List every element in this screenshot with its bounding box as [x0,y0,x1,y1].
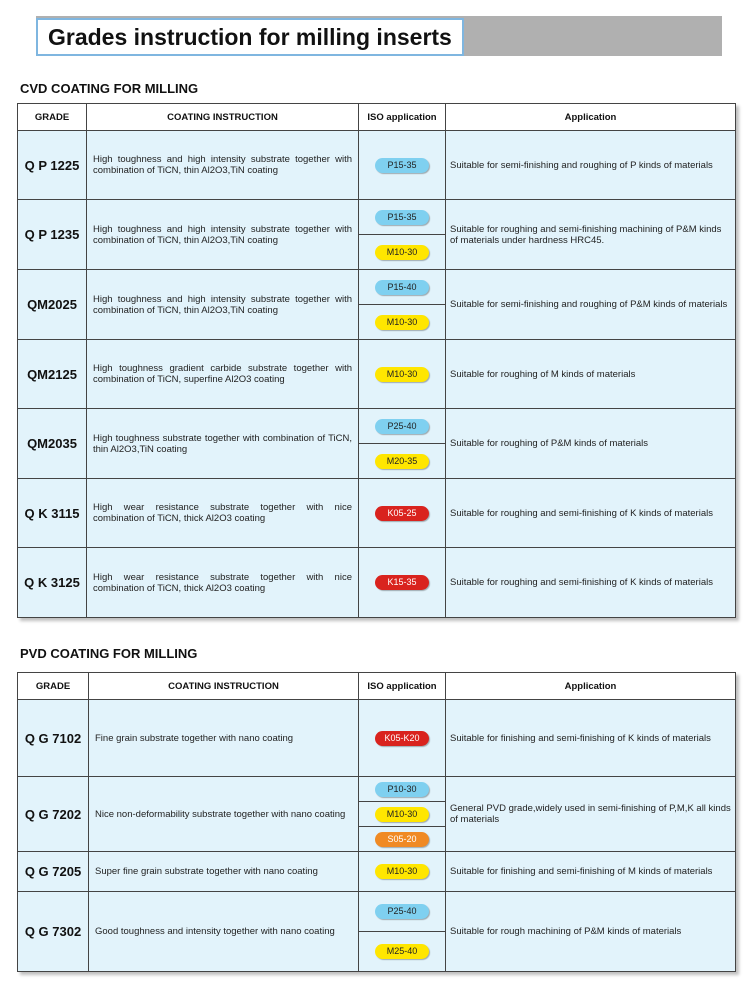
grade-cell: Q G 7302 [18,892,89,972]
application-header: Application [446,673,736,700]
page-title: Grades instruction for milling inserts [36,18,464,56]
iso-badge: M10-30 [375,245,429,260]
iso-cell [359,479,446,548]
table-row [18,200,736,235]
iso-cell [359,777,446,802]
iso-cell [359,340,446,409]
grade-cell: QM2025 [18,270,87,340]
coating-cell: High toughness and high intensity substrate together with combination of TiCN, thin Al2O3,TiN coating [87,270,359,340]
application-cell: General PVD grade,widely used in semi-finishing of P,M,K all kinds of materials [446,777,736,852]
table-row [18,700,736,777]
iso-badge: S05-20 [375,832,429,847]
coating-cell: High toughness substrate together with combination of TiCN, thin Al2O3,TiN coating [87,409,359,479]
cvd-section-title: CVD COATING FOR MILLING [20,81,199,96]
iso-badge: P25-40 [375,419,429,434]
iso-header: ISO application [359,673,446,700]
iso-cell [359,131,446,200]
iso-badge: M25-40 [375,944,429,959]
grade-cell: Q G 7205 [18,852,89,892]
coating-cell: Good toughness and intensity together with nano coating [89,892,359,972]
table-row [18,131,736,200]
cvd-header-row [18,104,736,131]
iso-badge: P25-40 [375,904,429,919]
table-row [18,548,736,618]
iso-cell [359,270,446,305]
cvd-grades-table [17,103,736,618]
pvd-header-row [18,673,736,700]
application-cell: Suitable for rough machining of P&M kinds of materials [446,892,736,972]
grade-header: GRADE [18,104,87,131]
grade-cell: Q K 3115 [18,479,87,548]
iso-cell [359,827,446,852]
table-row [18,340,736,409]
coating-cell: High toughness gradient carbide substrate together with combination of TiCN, superfine Al2O3 coating [87,340,359,409]
iso-cell [359,932,446,972]
iso-badge: P10-30 [375,782,429,797]
application-cell: Suitable for roughing and semi-finishing of K kinds of materials [446,479,736,548]
application-cell: Suitable for roughing and semi-finishing machining of P&M kinds of materials under hardness HRC45. [446,200,736,270]
table-row [18,409,736,444]
coating-header: COATING INSTRUCTION [87,104,359,131]
coating-cell: High toughness and high intensity substrate together with combination of TiCN, thin Al2O3,TiN coating [87,200,359,270]
iso-badge: P15-40 [375,280,429,295]
grade-cell: Q G 7202 [18,777,89,852]
table-row [18,892,736,932]
grade-cell: Q G 7102 [18,700,89,777]
iso-badge: M10-30 [375,315,429,330]
iso-badge: M10-30 [375,864,429,879]
application-cell: Suitable for roughing of M kinds of materials [446,340,736,409]
coating-cell: High wear resistance substrate together with nice combination of TiCN, thick Al2O3 coating [87,479,359,548]
table-row [18,479,736,548]
iso-badge: K15-35 [375,575,429,590]
iso-cell [359,852,446,892]
iso-badge: M10-30 [375,807,429,822]
iso-cell [359,802,446,827]
grade-cell: Q K 3125 [18,548,87,618]
iso-badge: P15-35 [375,158,429,173]
application-cell: Suitable for semi-finishing and roughing of P kinds of materials [446,131,736,200]
application-cell: Suitable for roughing of P&M kinds of materials [446,409,736,479]
iso-badge: K05-25 [375,506,429,521]
coating-cell: Super fine grain substrate together with nano coating [89,852,359,892]
table-row [18,777,736,802]
grade-cell: Q P 1225 [18,131,87,200]
iso-cell [359,305,446,340]
iso-cell [359,444,446,479]
iso-header: ISO application [359,104,446,131]
iso-badge: K05-K20 [375,731,429,746]
pvd-grades-table [17,672,736,972]
pvd-section-title: PVD COATING FOR MILLING [20,646,198,661]
iso-cell [359,200,446,235]
iso-cell [359,700,446,777]
application-cell: Suitable for roughing and semi-finishing of K kinds of materials [446,548,736,618]
coating-cell: Fine grain substrate together with nano coating [89,700,359,777]
iso-cell [359,548,446,618]
grade-cell: QM2035 [18,409,87,479]
application-header: Application [446,104,736,131]
grade-cell: QM2125 [18,340,87,409]
iso-cell [359,235,446,270]
coating-cell: High toughness and high intensity substrate together with combination of TiCN, thin Al2O3,TiN coating [87,131,359,200]
iso-badge: P15-35 [375,210,429,225]
application-cell: Suitable for semi-finishing and roughing of P&M kinds of materials [446,270,736,340]
table-row [18,270,736,305]
coating-cell: High wear resistance substrate together with nice combination of TiCN, thick Al2O3 coating [87,548,359,618]
application-cell: Suitable for finishing and semi-finishing of K kinds of materials [446,700,736,777]
iso-cell [359,892,446,932]
application-cell: Suitable for finishing and semi-finishing of M kinds of materials [446,852,736,892]
grade-cell: Q P 1235 [18,200,87,270]
iso-cell [359,409,446,444]
coating-header: COATING INSTRUCTION [89,673,359,700]
coating-cell: Nice non-deformability substrate together with nano coating [89,777,359,852]
table-row [18,852,736,892]
grade-header: GRADE [18,673,89,700]
iso-badge: M20-35 [375,454,429,469]
iso-badge: M10-30 [375,367,429,382]
